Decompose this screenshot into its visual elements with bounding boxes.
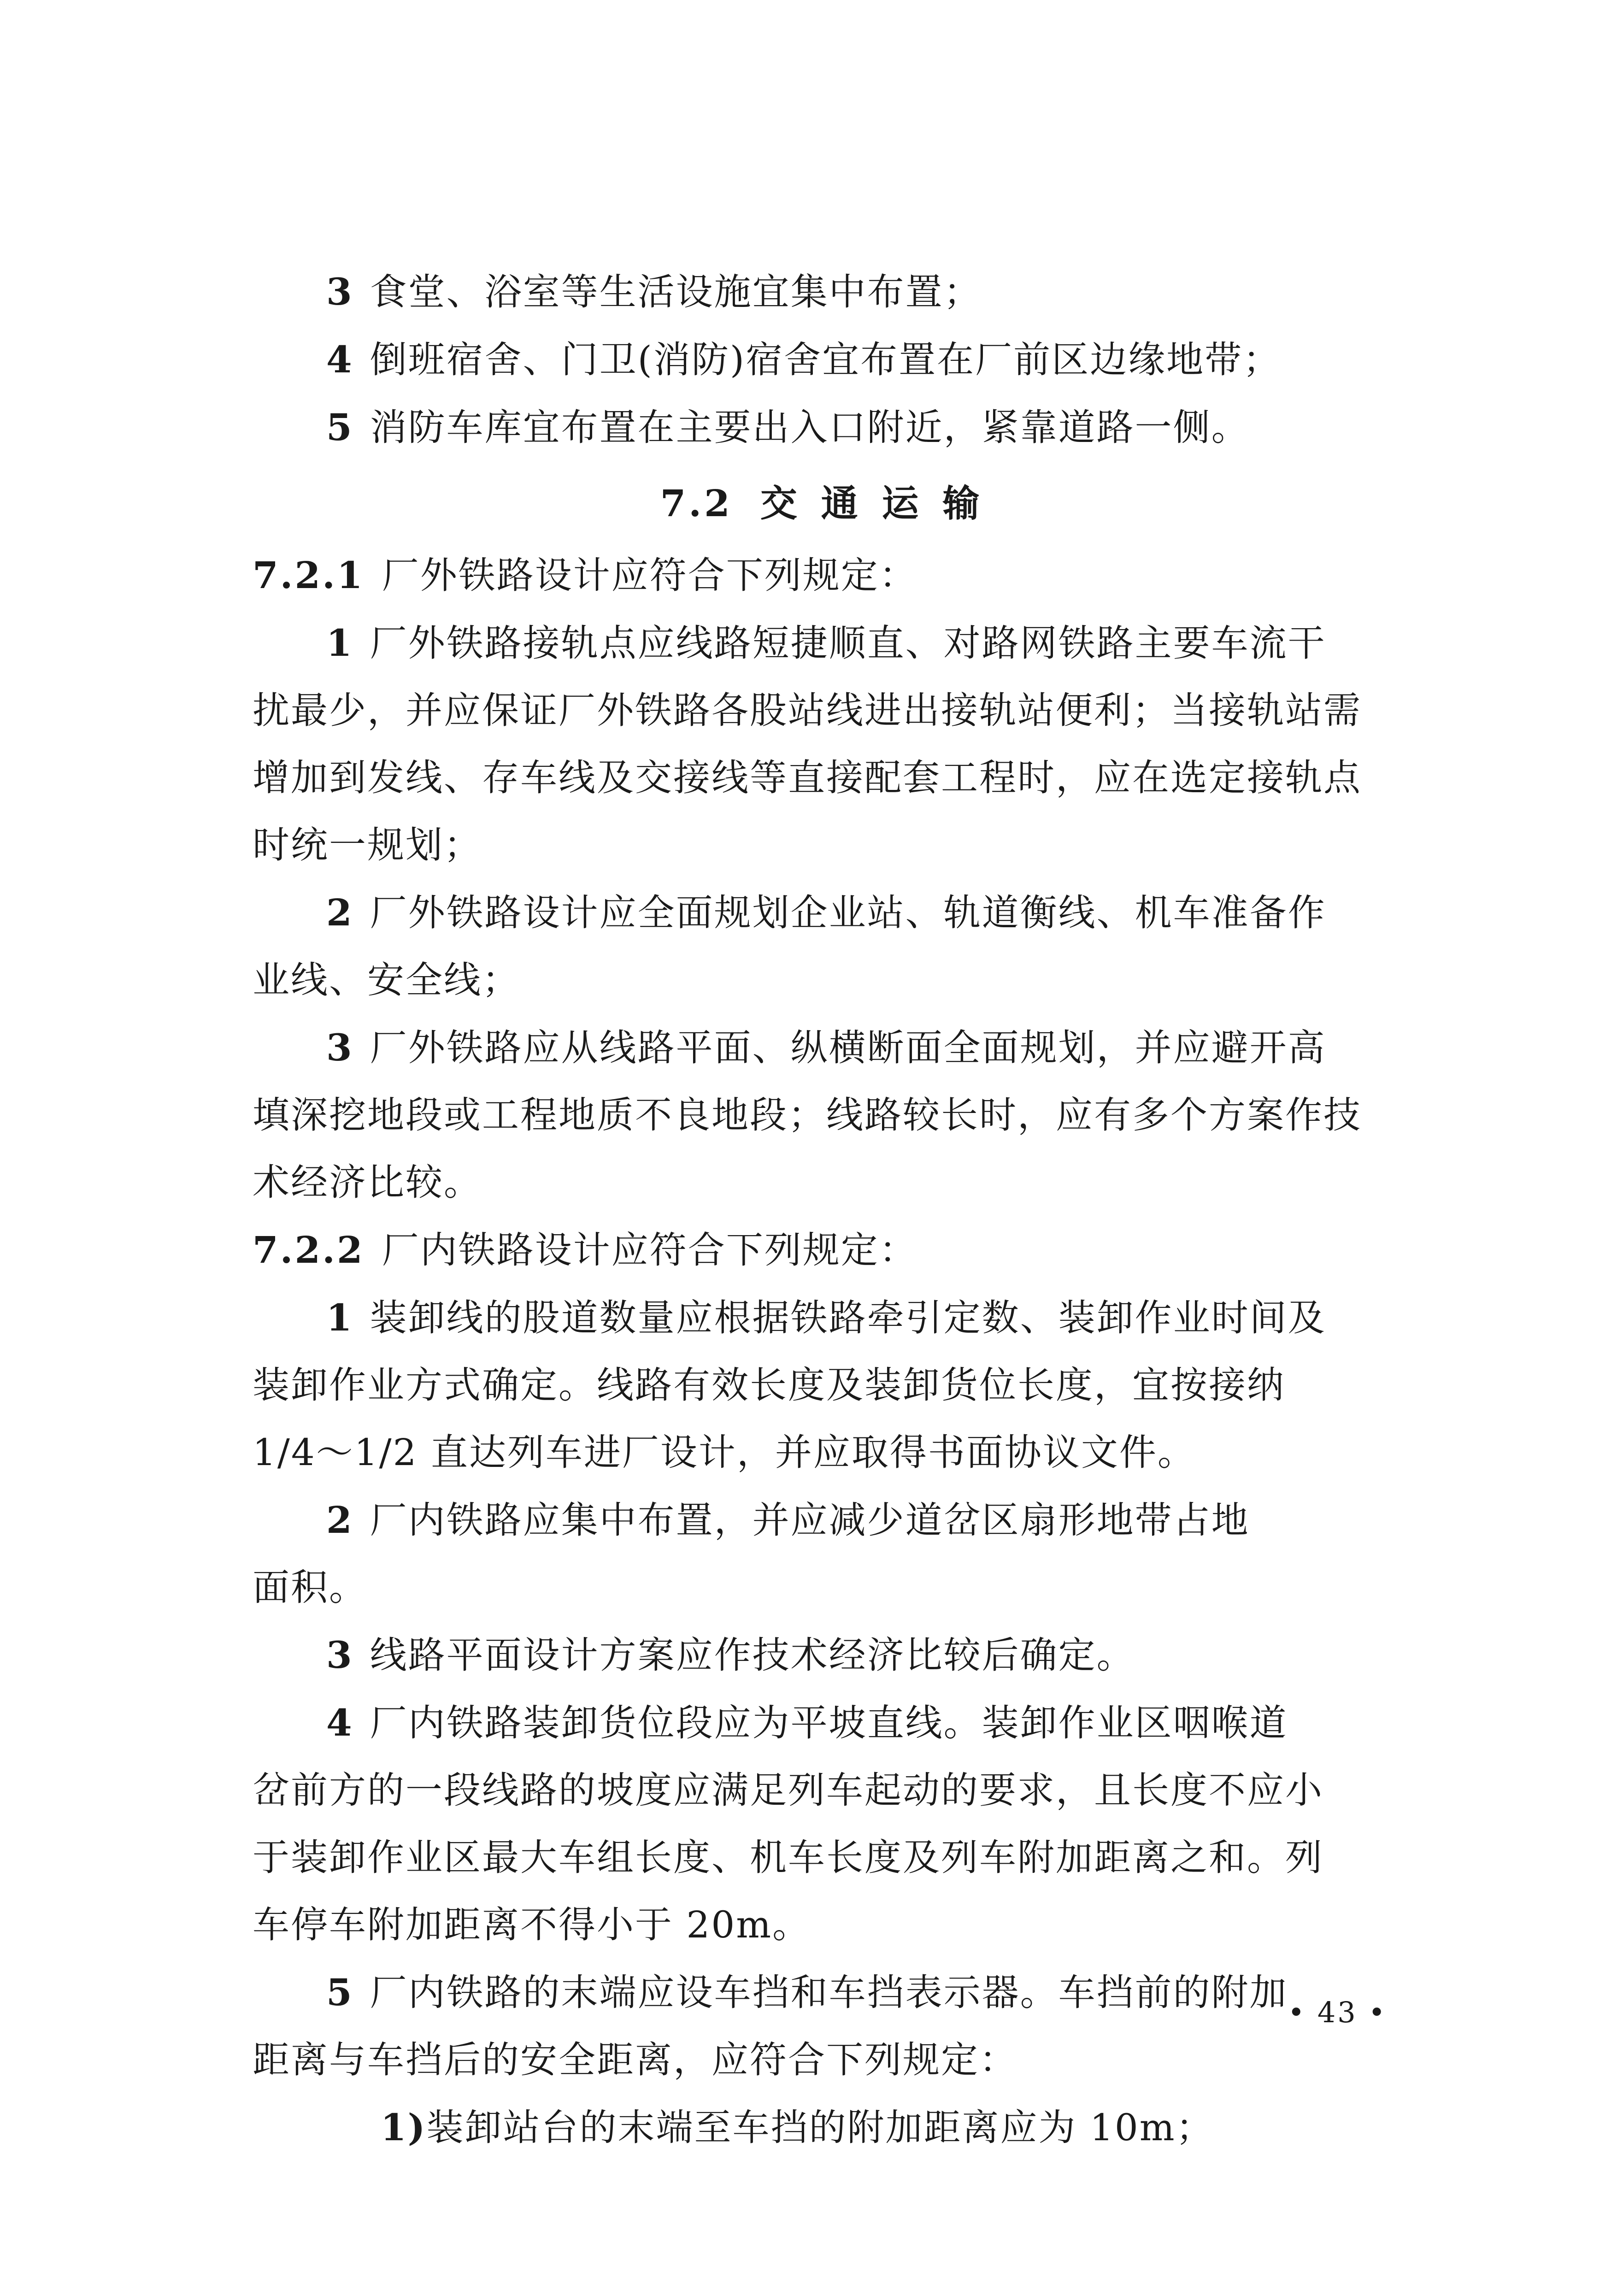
item-continuation: 车停车附加距离不得小于 20m。 [253,1903,811,1946]
item-number: 2 [326,891,353,934]
list-item [253,1621,1393,1689]
item-continuation: 术经济比较。 [253,1161,482,1204]
sub-list-item [253,2094,1393,2161]
page-content [253,258,1393,2161]
clause-7-2-2 [253,1216,1393,1284]
item-text: 厂内铁路应集中布置，并应减少道岔区扇形地带占地 [370,1499,1250,1542]
item-continuation: 岔前方的一段线路的坡度应满足列车起动的要求，且长度不应小 [253,1769,1323,1812]
clause-text: 厂内铁路设计应符合下列规定： [382,1229,917,1272]
item-number: 3 [326,1026,353,1069]
item-number: 1 [326,621,353,665]
list-item [253,1959,1393,2026]
item-text: 厂外铁路设计应全面规划企业站、轨道衡线、机车准备作 [370,891,1326,934]
item-text: 食堂、浴室等生活设施宜集中布置； [370,271,982,313]
section-number: 7.2 [660,482,733,525]
item-number: 1 [326,1296,353,1339]
list-item [253,394,1393,461]
item-continuation: 距离与车挡后的安全距离，应符合下列规定： [253,2038,1017,2081]
item-text: 倒班宿舍、门卫(消防)宿舍宜布置在厂前区边缘地带； [370,338,1282,381]
item-text: 厂外铁路接轨点应线路短捷顺直、对路网铁路主要车流干 [370,622,1326,665]
item-continuation: 业线、安全线； [253,959,520,1001]
sub-item-number: 1) [381,2106,427,2149]
list-item [253,609,1393,677]
item-text: 装卸线的股道数量应根据铁路牵引定数、装卸作业时间及 [370,1296,1326,1339]
item-text: 消防车库宜布置在主要出入口附近，紧靠道路一侧。 [370,406,1250,449]
list-item [253,1014,1393,1082]
page-number: • 43 • [1288,1996,1387,2029]
item-continuation: 装卸作业方式确定。线路有效长度及装卸货位长度，宜按接纳 [253,1364,1285,1407]
item-continuation: 面积。 [253,1566,367,1609]
list-item [253,1689,1393,1757]
item-number: 4 [326,1701,353,1744]
item-number: 3 [326,1633,353,1677]
item-number: 5 [326,1971,353,2014]
list-item [253,326,1393,394]
item-continuation: 于装卸作业区最大车组长度、机车长度及列车附加距离之和。列 [253,1836,1323,1879]
section-heading [253,461,1393,542]
item-continuation: 1/4～1/2 直达列车进厂设计，并应取得书面协议文件。 [253,1431,1196,1474]
item-number: 2 [326,1498,353,1542]
item-continuation: 增加到发线、存车线及交接线等直接配套工程时，应在选定接轨点 [253,756,1362,799]
item-text: 线路平面设计方案应作技术经济比较后确定。 [370,1634,1135,1677]
item-number: 4 [326,338,353,381]
list-item [253,258,1393,326]
item-continuation: 扰最少，并应保证厂外铁路各股站线进出接轨站便利；当接轨站需 [253,689,1362,732]
clause-7-2-1 [253,542,1393,609]
clause-text: 厂外铁路设计应符合下列规定： [382,554,917,597]
item-number: 3 [326,270,353,313]
section-title: 交 通 运 输 [760,482,985,525]
clause-number: 7.2.1 [253,553,365,597]
sub-item-text: 装卸站台的末端至车挡的附加距离应为 10m； [426,2106,1214,2149]
clause-number: 7.2.2 [253,1228,365,1272]
item-text: 厂外铁路应从线路平面、纵横断面全面规划，并应避开高 [370,1026,1326,1069]
list-item [253,879,1393,947]
list-item [253,1486,1393,1554]
item-continuation: 填深挖地段或工程地质不良地段；线路较长时，应有多个方案作技 [253,1094,1362,1136]
item-text: 厂内铁路的末端应设车挡和车挡表示器。车挡前的附加 [370,1971,1288,2014]
item-continuation: 时统一规划； [253,824,482,866]
item-text: 厂内铁路装卸货位段应为平坡直线。装卸作业区咽喉道 [370,1701,1288,1744]
item-number: 5 [326,406,353,449]
list-item [253,1284,1393,1352]
